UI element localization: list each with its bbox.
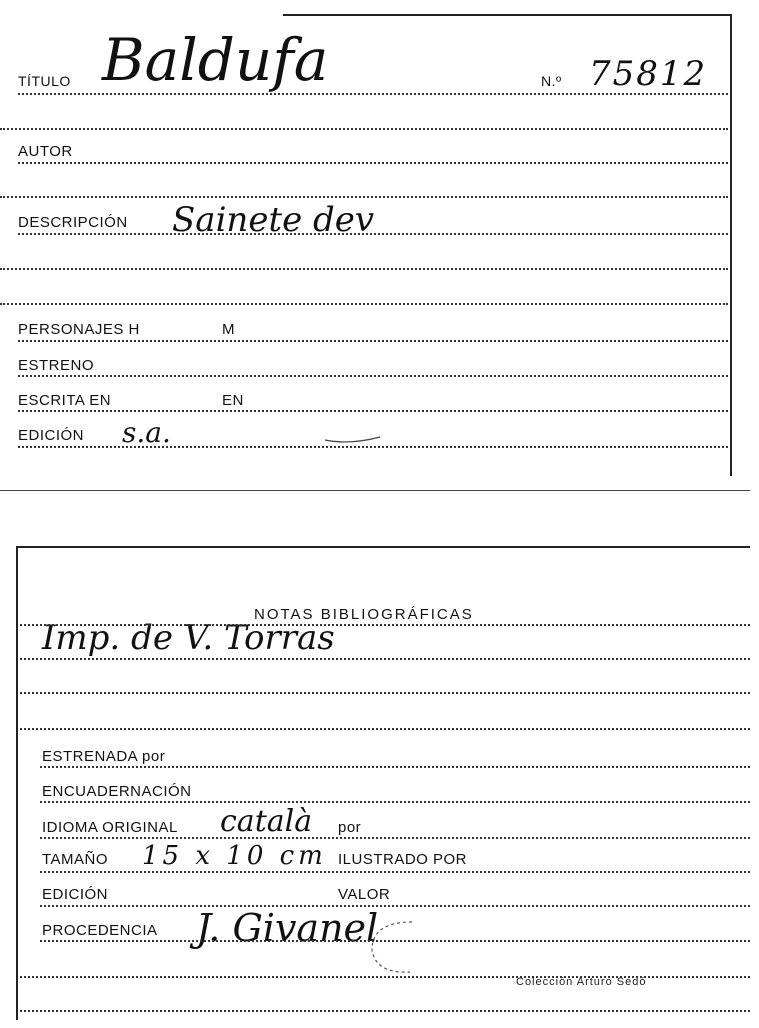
en-label: EN (222, 392, 244, 409)
idioma-value: català (220, 804, 313, 839)
card-front-bottom-rule (0, 490, 750, 491)
rule-6 (0, 268, 728, 270)
idioma-rule (40, 837, 750, 839)
rule-2 (0, 128, 728, 130)
stamp-circle-mark (362, 912, 432, 982)
notas-rule-3 (20, 692, 750, 694)
procedencia-value: J. Givanel (196, 906, 379, 950)
personajes-rule (18, 340, 728, 342)
catalog-card-back (0, 540, 759, 1028)
card-front-right-border (730, 14, 732, 476)
idioma-label: IDIOMA ORIGINAL (42, 819, 178, 836)
tamano-rule (40, 871, 750, 873)
tamano-value: 15 x 10 cm (142, 841, 327, 871)
rule-4 (0, 196, 728, 198)
descripcion-value: Sainete dev (172, 200, 375, 240)
catalog-card-front (0, 0, 759, 495)
descripcion-rule (18, 233, 728, 235)
encuadernacion-label: ENCUADERNACIÓN (42, 783, 192, 800)
card-front-top-border (283, 14, 731, 16)
escrita-en-label: ESCRITA EN (18, 392, 112, 409)
titulo-rule (18, 93, 728, 95)
descripcion-label: DESCRIPCIÓN (18, 214, 128, 231)
titulo-value: Baldufa (102, 26, 329, 94)
notas-label: NOTAS BIBLIOGRÁFICAS (254, 606, 474, 623)
procedencia-label: PROCEDENCIA (42, 922, 158, 939)
personajes-label: PERSONAJES H (18, 321, 140, 338)
estrenada-label: ESTRENADA por (42, 748, 166, 765)
notas-rule-4 (20, 728, 750, 730)
edicion-valor-rule (40, 905, 750, 907)
idioma-suffix: por (338, 819, 362, 836)
notas-rule-2 (20, 658, 750, 660)
titulo-label: TÍTULO (18, 73, 71, 89)
card-back-top-border (18, 546, 750, 548)
valor-label: VALOR (338, 886, 391, 903)
encuadernacion-rule (40, 801, 750, 803)
notas-rule-1 (20, 624, 750, 626)
estrenada-rule (40, 766, 750, 768)
edicion-value: s.a. (122, 416, 171, 449)
bottom-rule-2 (20, 1010, 750, 1012)
numero-label: N.º (541, 73, 562, 89)
ilustrado-label: ILUSTRADO POR (338, 851, 468, 868)
back-edicion-label: EDICIÓN (42, 886, 109, 903)
estreno-rule (18, 375, 728, 377)
rule-7 (0, 303, 728, 305)
estreno-label: ESTRENO (18, 357, 95, 374)
card-back-left-border (16, 546, 18, 1020)
collection-credit: Colección Arturo Sedó (516, 976, 647, 988)
autor-rule (18, 162, 728, 164)
autor-label: AUTOR (18, 143, 73, 160)
edicion-label: EDICIÓN (18, 427, 85, 444)
numero-value: 75812 (589, 54, 708, 94)
personajes-m-label: M (222, 321, 235, 338)
tamano-label: TAMAÑO (42, 851, 109, 868)
smudge-mark (320, 425, 400, 455)
notas-value: Imp. de V. Torras (42, 618, 335, 658)
escrita-rule (18, 410, 728, 412)
